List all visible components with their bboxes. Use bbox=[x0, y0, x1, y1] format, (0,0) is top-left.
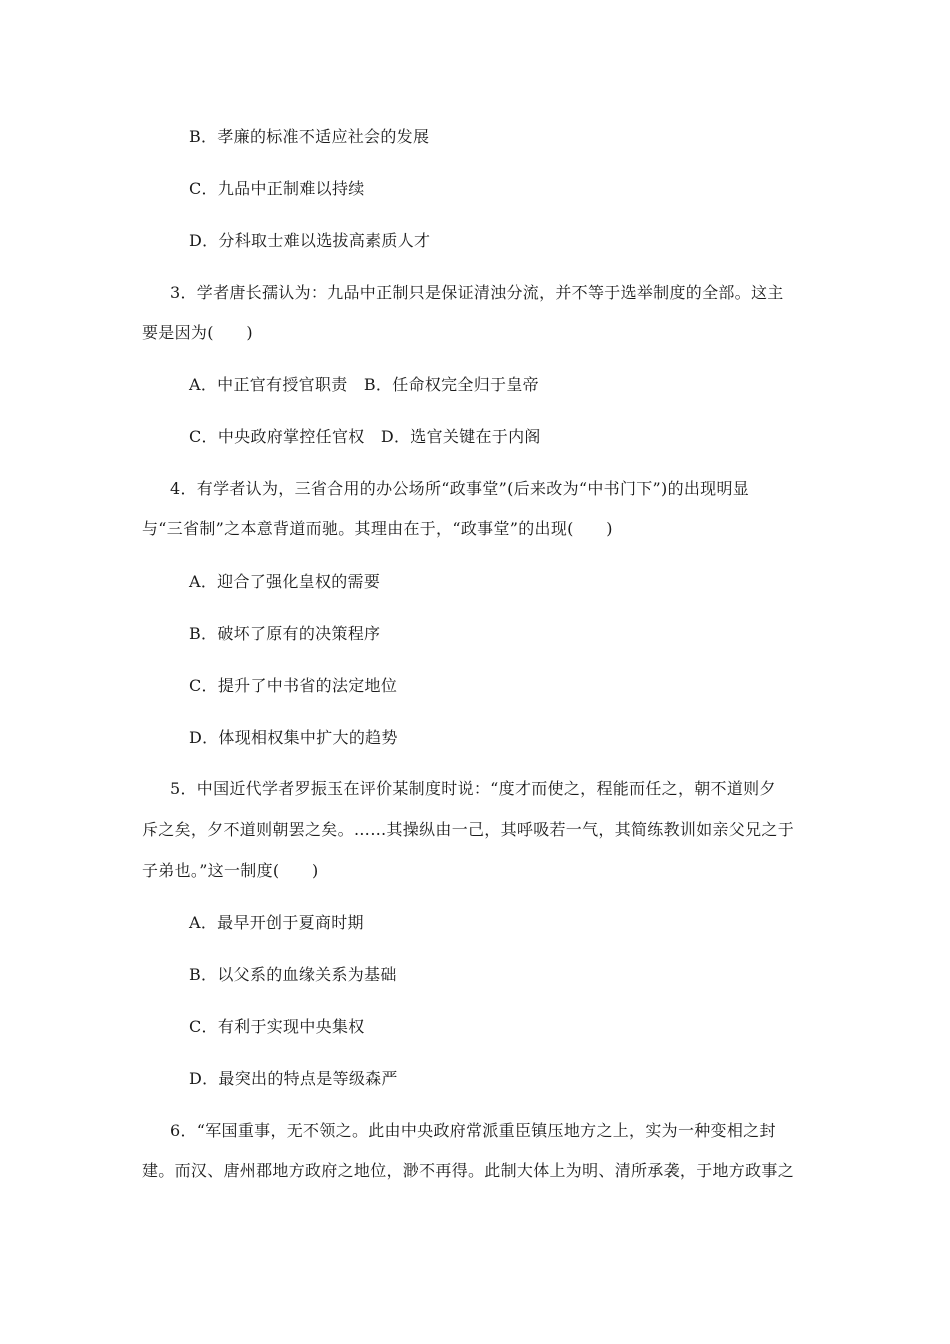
q5-option-c: C．有利于实现中央集权 bbox=[189, 1017, 365, 1036]
q4-option-d: D．体现相权集中扩大的趋势 bbox=[189, 728, 398, 747]
q4-option-c: C．提升了中书省的法定地位 bbox=[189, 676, 398, 695]
q5-option-b: B．以父系的血缘关系为基础 bbox=[189, 965, 397, 984]
q5-stem-line-2: 斥之矣，夕不道则朝罢之矣。……其操纵由一己，其呼吸若一气，其简练教训如亲父兄之于 bbox=[142, 820, 795, 839]
q3-options-line-1: A．中正官有授官职责 B．任命权完全归于皇帝 bbox=[189, 375, 539, 394]
q3-stem-line-1: 3．学者唐长孺认为：九品中正制只是保证清浊分流，并不等于选举制度的全部。这主 bbox=[170, 283, 784, 302]
q3-stem-line-2: 要是因为( ) bbox=[142, 323, 253, 342]
q5-option-a: A．最早开创于夏商时期 bbox=[189, 913, 364, 932]
q6-stem-line-1: 6．“军国重事，无不领之。此由中央政府常派重臣镇压地方之上，实为一种变相之封 bbox=[170, 1121, 776, 1140]
q4-option-b: B．破坏了原有的决策程序 bbox=[189, 624, 381, 643]
q4-option-a: A．迎合了强化皇权的需要 bbox=[189, 572, 381, 591]
q6-stem-line-2: 建。而汉、唐州郡地方政府之地位，渺不再得。此制大体上为明、清所承袭，于地方政事之 bbox=[142, 1161, 795, 1180]
q5-stem-line-1: 5．中国近代学者罗振玉在评价某制度时说：“度才而使之，程能而任之，朝不道则夕 bbox=[170, 779, 776, 798]
q2-option-c: C．九品中正制难以持续 bbox=[189, 179, 365, 198]
q5-stem-line-3: 子弟也。”这一制度( ) bbox=[142, 861, 319, 880]
q4-stem-line-2: 与“三省制”之本意背道而驰。其理由在于，“政事堂”的出现( ) bbox=[142, 519, 613, 538]
q2-option-d: D．分科取士难以选拔高素质人才 bbox=[189, 231, 431, 250]
q4-stem-line-1: 4．有学者认为，三省合用的办公场所“政事堂”(后来改为“中书门下”)的出现明显 bbox=[170, 479, 750, 498]
q2-option-b: B．孝廉的标准不适应社会的发展 bbox=[189, 127, 430, 146]
q5-option-d: D．最突出的特点是等级森严 bbox=[189, 1069, 398, 1088]
q3-options-line-2: C．中央政府掌控任官权 D．选官关键在于内阁 bbox=[189, 427, 541, 446]
